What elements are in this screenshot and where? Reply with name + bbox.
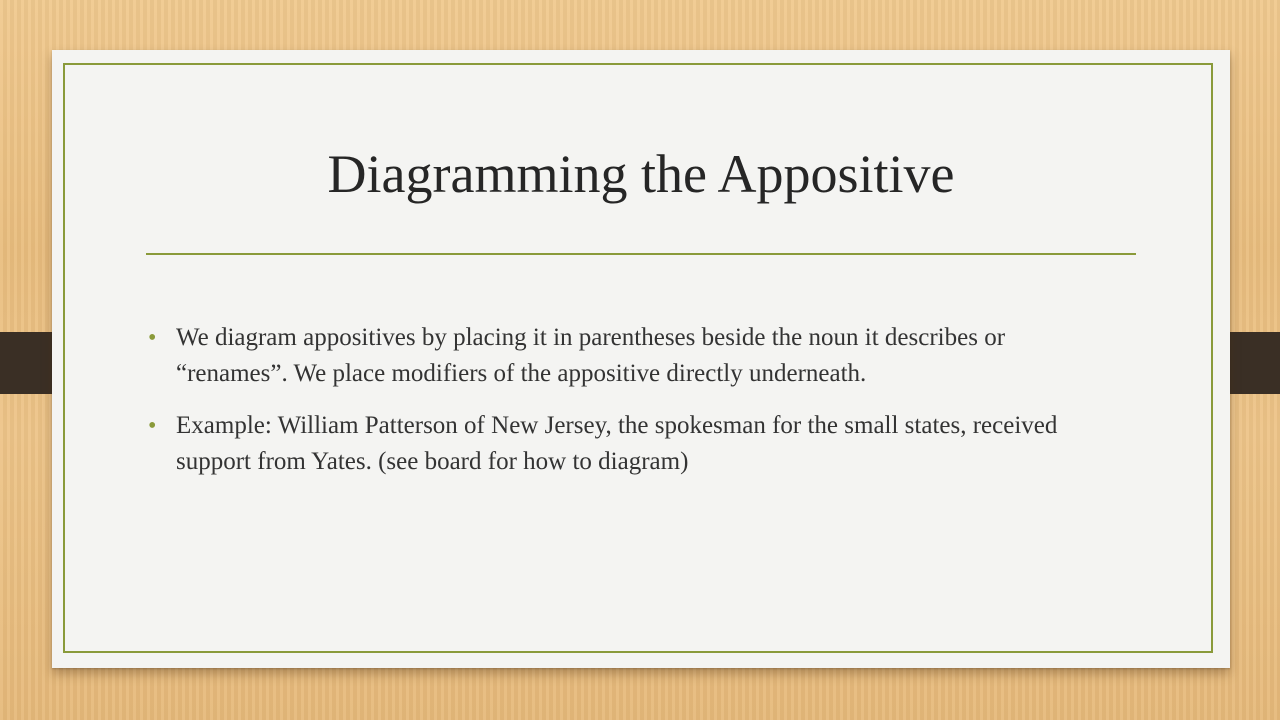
slide-card [52,50,1230,668]
bullet-text: We diagram appositives by placing it in parentheses beside the noun it describes or “renames”. We place modifiers of the appositive directly underneath. [176,324,1006,387]
bullet-dot-icon: • [148,325,157,351]
bullet-list [148,320,1106,496]
bullet-item [148,320,1106,392]
bullet-dot-icon: • [148,413,157,439]
bullet-item [148,408,1106,480]
slide-title: Diagramming the Appositive [327,144,955,204]
bullet-text: Example: William Patterson of New Jersey, the spokesman for the small states, received support from Yates. (see board for how to diagram) [176,412,1058,475]
title-divider [146,253,1136,255]
